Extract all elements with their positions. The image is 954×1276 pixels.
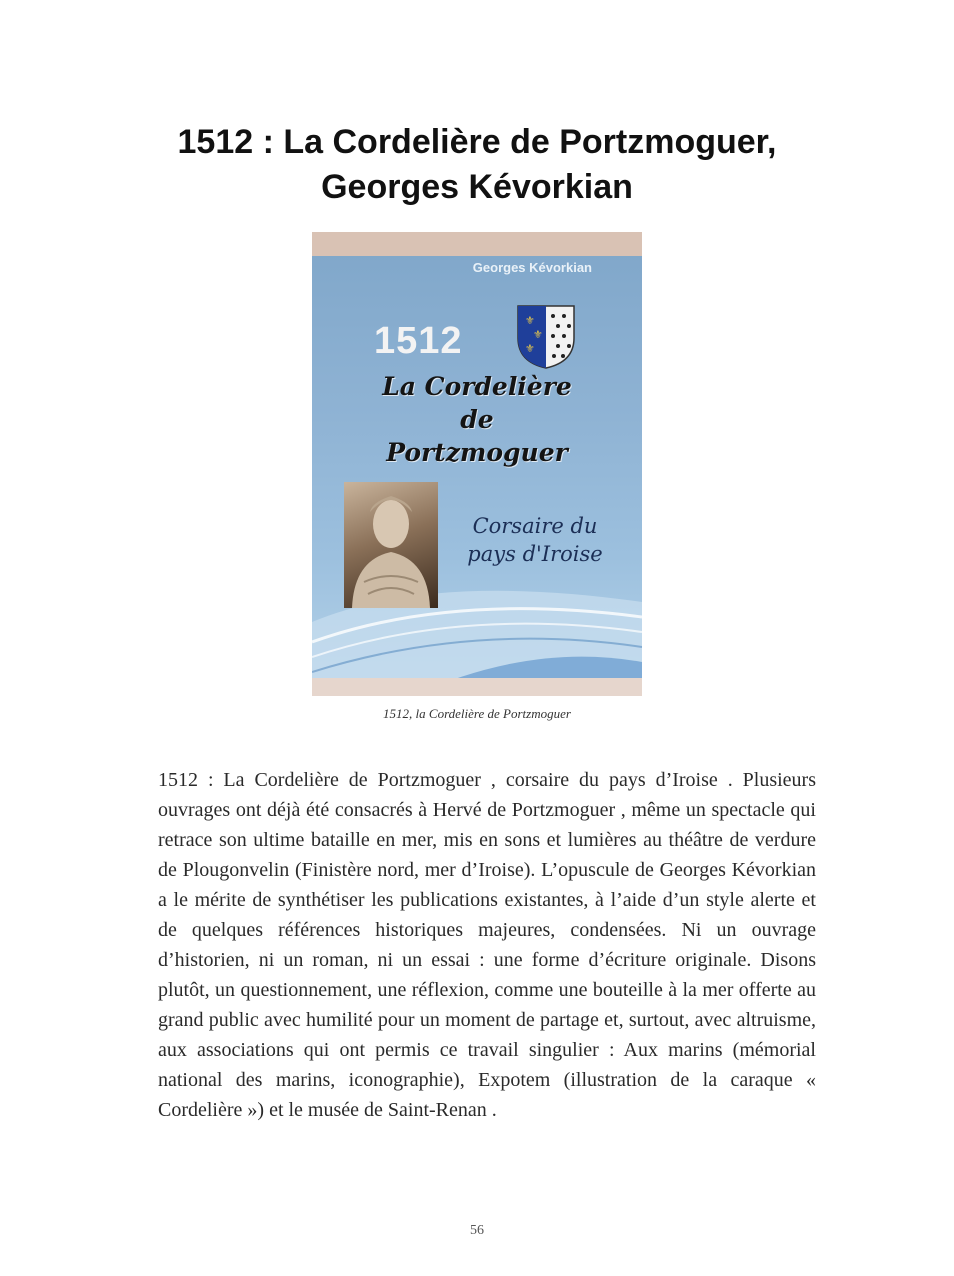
cover-top-edge bbox=[312, 232, 642, 256]
page-title bbox=[0, 120, 954, 210]
cover-author: Georges Kévorkian bbox=[472, 260, 592, 275]
bust-sculpture-icon bbox=[344, 482, 438, 608]
cover-subtitle-line-2: pays d'Iroise bbox=[467, 542, 603, 566]
cover-title-line-3: Portzmoguer bbox=[386, 438, 568, 467]
body-paragraph: 1512 : La Cordelière de Portzmoguer , corsaire du pays d’Iroise . Plusieurs ouvrages ont déjà été consacrés à Hervé de Portzmoguer , même un spectacle qui retrace son ultime bataille en mer, mis en sons et lumières au théâtre de verdure de Plougonvelin (Finistère nord, mer d’Iroise). L’opuscule de Georges Kévorkian a le mérite de synthétiser les publications existantes, à l’aide d’un style alerte et de quelques références historiques majeures, condensées. Ni un ouvrage d’historien, ni un roman, ni un essai : une forme d’écriture originale. Disons plutôt, un questionnement, une réflexion, comme une bouteille à la mer offerte au grand public avec humilité pour un moment de partage et, surtout, avec altruisme, aux associations qui ont permis ce travail singulier : Aux marins (mémorial national des marins, iconographie), Expotem (illustration de la caraque « Cordelière ») et le musée de Saint-Renan . bbox=[158, 769, 816, 1121]
page-number: 56 bbox=[470, 1223, 484, 1238]
svg-text:⚜: ⚜ bbox=[533, 328, 543, 341]
cover-year: 1512 bbox=[374, 320, 463, 362]
title-line-1: 1512 : La Cordelière de Portzmoguer, bbox=[177, 123, 777, 161]
cover-subtitle bbox=[450, 512, 620, 568]
cover-subtitle-line-1: Corsaire du bbox=[472, 514, 598, 538]
cover-bottom-edge bbox=[312, 678, 642, 696]
title-line-2: Georges Kévorkian bbox=[321, 168, 633, 206]
figure-caption: 1512, la Cordelière de Portzmoguer bbox=[383, 706, 571, 721]
cover-title bbox=[362, 370, 592, 469]
svg-text:⚜: ⚜ bbox=[525, 342, 535, 355]
cover-title-line-2: de bbox=[460, 405, 494, 434]
coat-of-arms-icon bbox=[516, 304, 576, 370]
cover-portrait-image bbox=[344, 482, 438, 608]
cover-title-line-1: La Cordelière bbox=[382, 372, 572, 401]
svg-text:⚜: ⚜ bbox=[525, 314, 535, 327]
book-cover-image bbox=[312, 232, 642, 696]
